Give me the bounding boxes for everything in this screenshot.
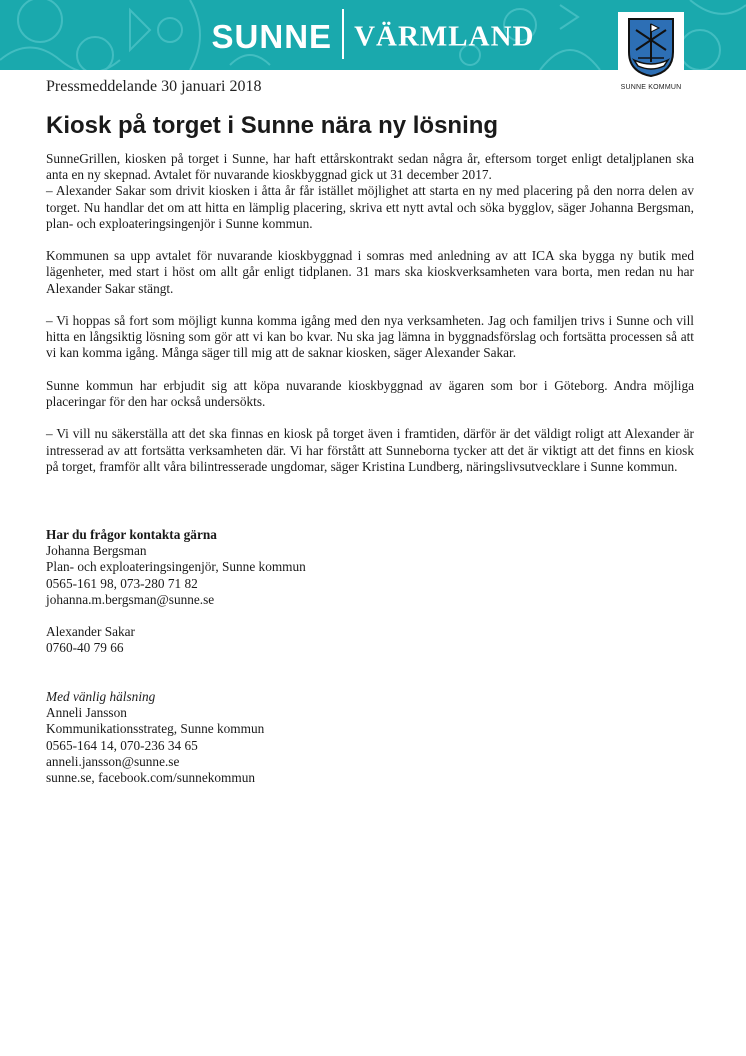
signoff-name: Anneli Jansson	[46, 705, 127, 721]
signoff-web-links[interactable]: sunne.se, facebook.com/sunnekommun	[46, 770, 256, 786]
contact-name: Johanna Bergsman	[46, 543, 147, 559]
paragraph-2: – Alexander Sakar som drivit kiosken i åtta år får istället möjlighet att starta en ny med placering på den norra delen av torget. Nu handlar det om att hitta en lämplig placering, skriva ett nytt avtal och söka bygglov, säger Johanna Bergsman, plan- och exploateringsingenjör i Sunne kommun.	[46, 183, 694, 231]
paragraph-1: SunneGrillen, kiosken på torget i Sunne, har haft ettårskontrakt sedan några år, eftersom torget enligt detaljplanen ska anta en ny skepnad. Avtalet för nuvarande kioskbyggnad gick ut 31 december 2017.	[46, 151, 694, 183]
contact-phone: 0565-161 98, 073-280 71 82	[46, 575, 198, 591]
signoff-email[interactable]: anneli.jansson@sunne.se	[46, 753, 180, 769]
crest-caption: SUNNE KOMMUN	[620, 84, 682, 91]
municipal-coat-of-arms-icon	[626, 16, 676, 78]
article-paragraph: – Vi hoppas så fort som möjligt kunna komma igång med den nya verksamheten. Jag och familjen trivs i Sunne och vill hitta en långsiktig lösning som gör att vi kan bo kvar. Nu ska jag lämna in byggnadsförslag och fortsätta processen så att vi kan komma igång. Många säger till mig att de saknar kiosken, säger Alexander Sakar.	[46, 313, 694, 361]
contact-title: Plan- och exploateringsingenjör, Sunne kommun	[46, 559, 306, 575]
contact-section	[46, 527, 646, 786]
page-title: Kiosk på torget i Sunne nära ny lösning	[46, 112, 499, 139]
brand-varmland: VÄRMLAND	[354, 20, 535, 53]
article-paragraph	[46, 151, 694, 232]
contact-email[interactable]: johanna.m.bergsman@sunne.se	[46, 591, 215, 607]
spacer	[46, 608, 646, 624]
press-release-dateline: Pressmeddelande 30 januari 2018	[46, 78, 262, 95]
signoff-title: Kommunikationsstrateg, Sunne kommun	[46, 721, 265, 737]
signoff-phone: 0565-164 14, 070-236 34 65	[46, 737, 198, 753]
signoff-greeting: Med vänlig hälsning	[46, 689, 156, 704]
contact-heading: Har du frågor kontakta gärna	[46, 527, 217, 542]
contact-name: Alexander Sakar	[46, 624, 135, 640]
brand-divider	[342, 9, 344, 59]
brand-sunne: SUNNE	[211, 18, 333, 55]
article-body	[46, 151, 694, 491]
spacer	[46, 657, 646, 689]
article-paragraph: – Vi vill nu säkerställa att det ska finnas en kiosk på torget även i framtiden, därför är det väldigt roligt att Alexander är intresserad av att fortsätta verksamheten där. Vi har förstått att Sunneborna tycker att det är viktigt att det finns en kiosk på torget, framför allt våra bilintresserade ungdomar, säger Kristina Lundberg, näringslivsutvecklare i Sunne kommun.	[46, 426, 694, 474]
crest-container	[618, 12, 684, 84]
article-paragraph: Kommunen sa upp avtalet för nuvarande kioskbyggnad i somras med anledning av att ICA ska bygga ny butik med lägenheter, med start i höst om allt går enligt tidplanen. 31 mars ska kioskverksamheten vara borta, men redan nu har Alexander Sakar stängt.	[46, 248, 694, 296]
article-paragraph: Sunne kommun har erbjudit sig att köpa nuvarande kioskbyggnad av ägaren som bor i Göteborg. Andra möjliga placeringar för den har också undersökts.	[46, 377, 694, 409]
contact-phone: 0760-40 79 66	[46, 640, 124, 656]
